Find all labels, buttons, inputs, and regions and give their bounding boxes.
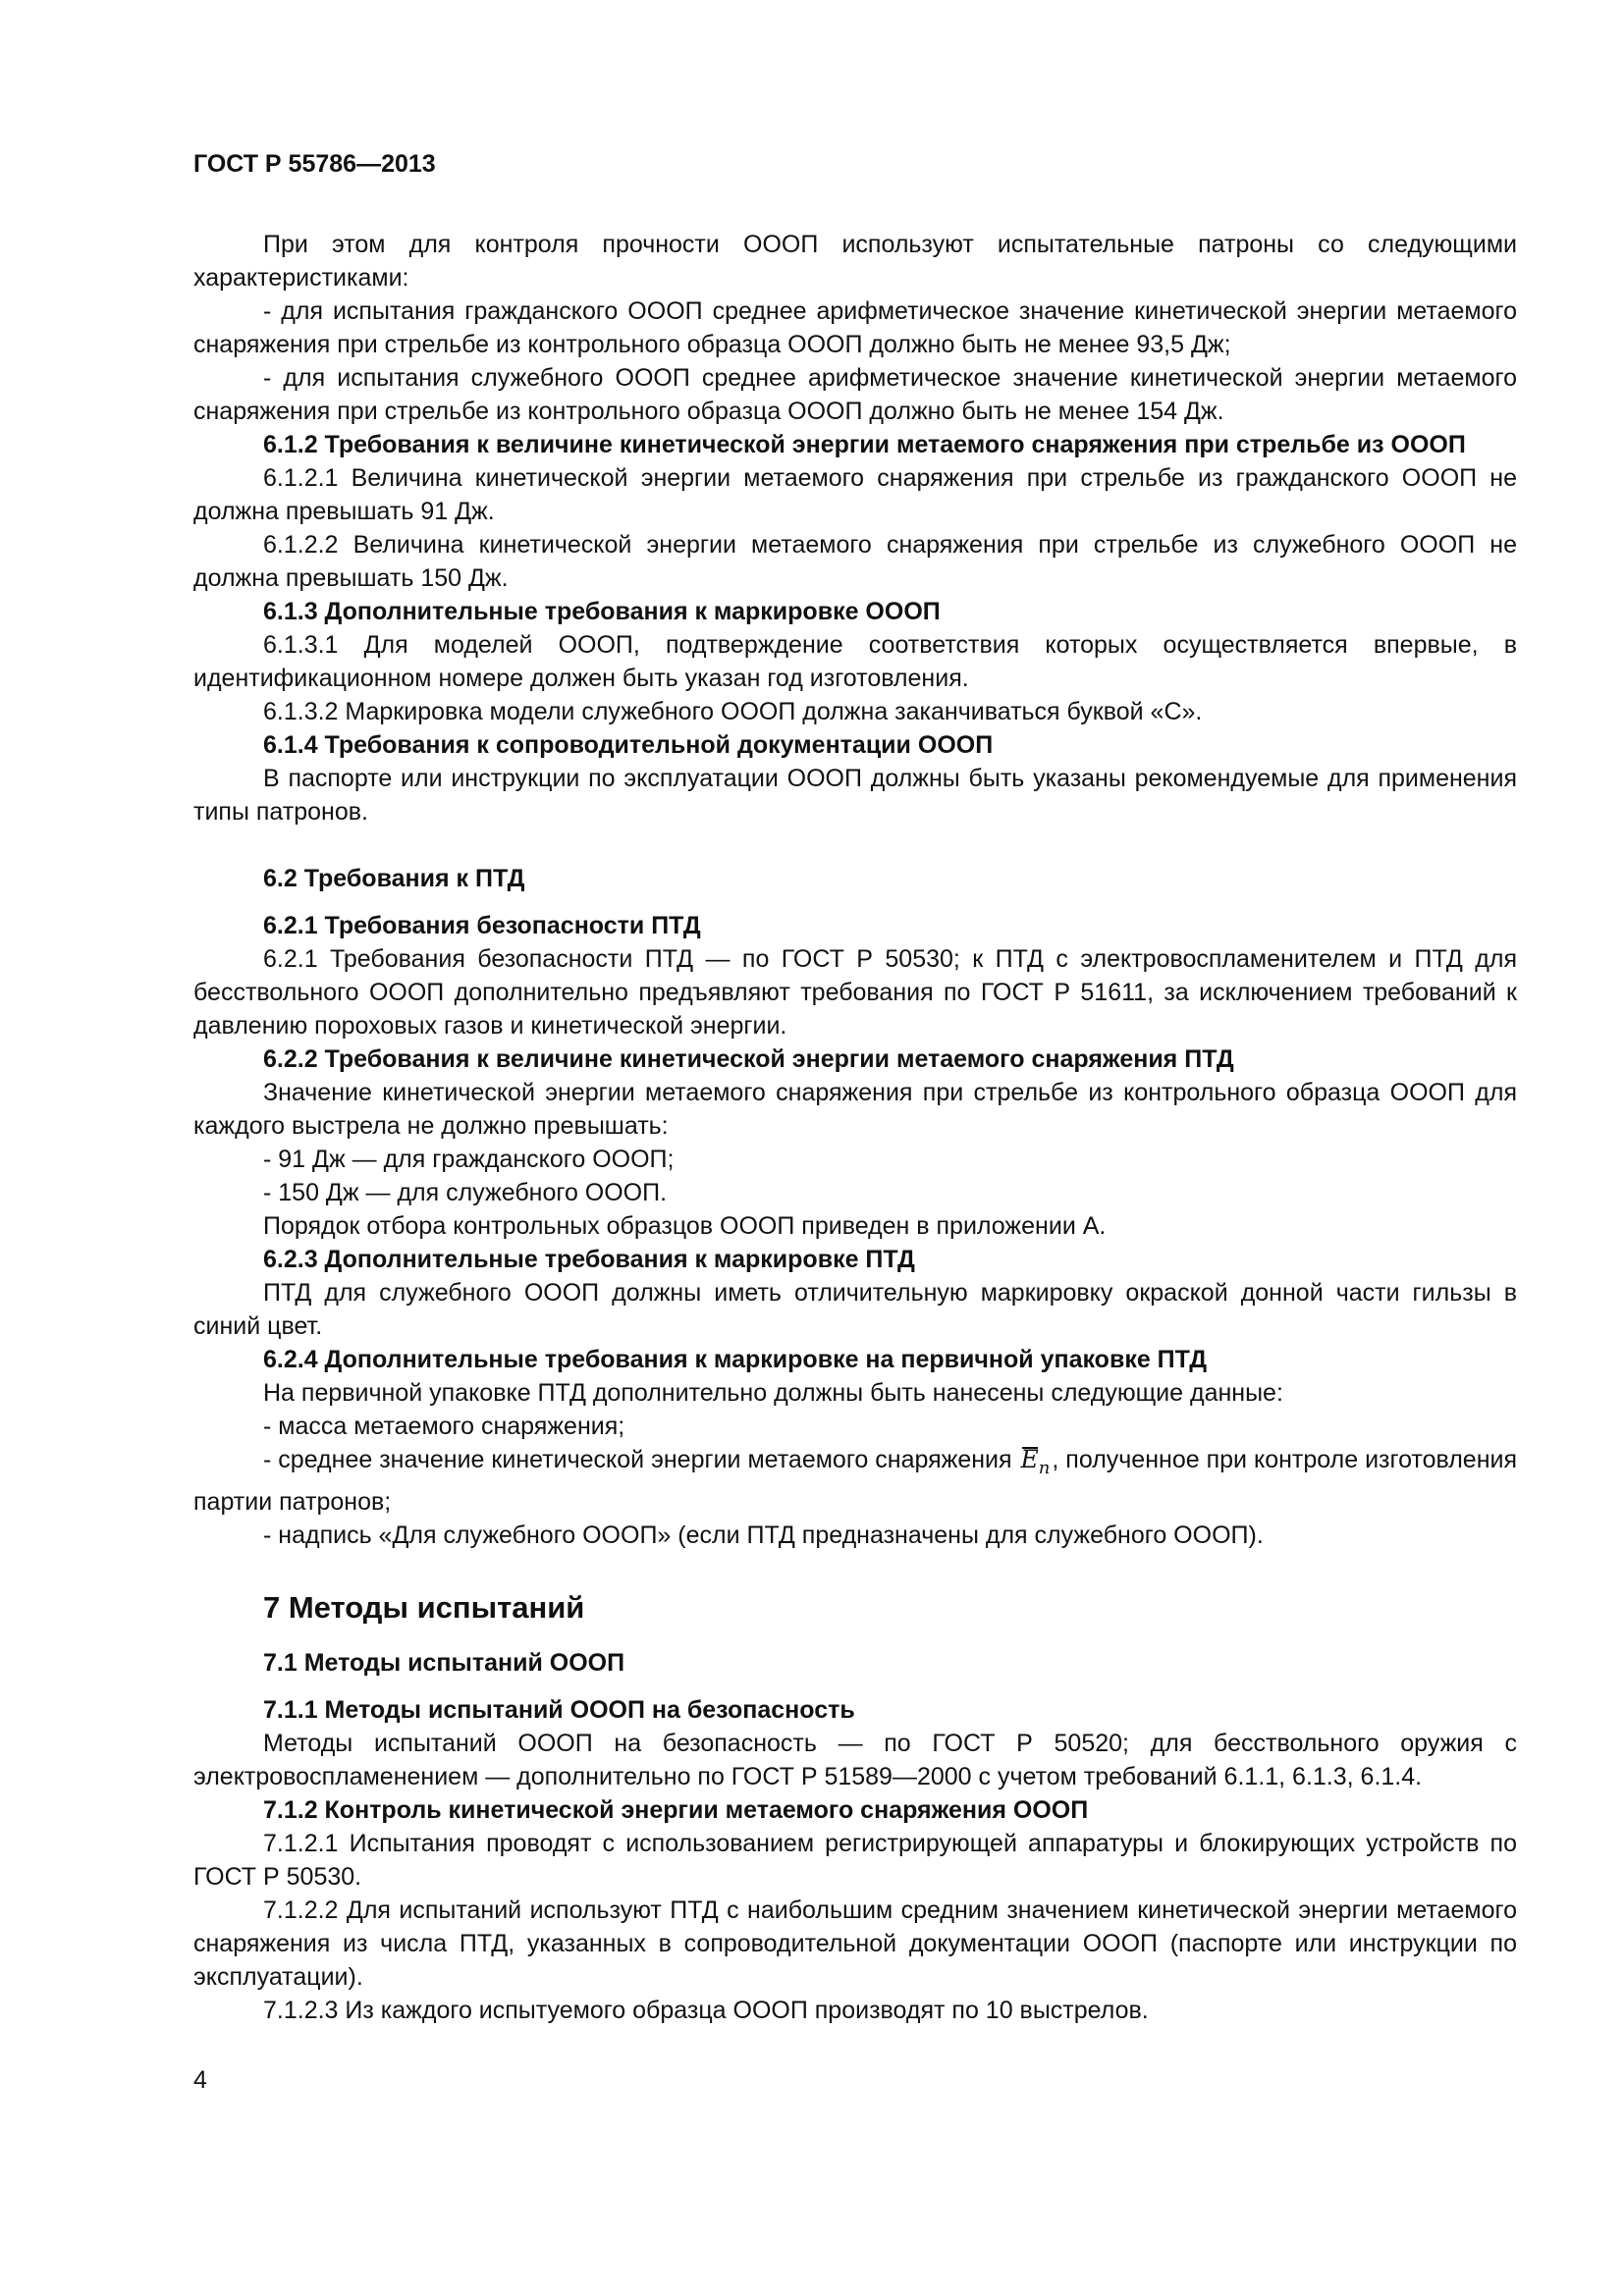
paragraph: 6.1.3.2 Маркировка модели служебного ОООП должна заканчиваться буквой «С».	[263, 698, 1203, 725]
symbol-subscript: n	[1038, 1458, 1051, 1478]
list-item-text: - среднее значение кинетической энергии метаемого снаряжения	[263, 1446, 1019, 1473]
paragraph: 6.1.2.1 Величина кинетической энергии метаемого снаряжения при стрельбе из гражданского ОООП не должна превышать 91 Дж.	[193, 464, 1517, 525]
paragraph: 6.1.2.2 Величина кинетической энергии метаемого снаряжения при стрельбе из служебного ОООП не должна превышать 150 Дж.	[193, 531, 1517, 592]
paragraph: 7.1.2.3 Из каждого испытуемого образца ОООП производят по 10 выстрелов.	[263, 1997, 1149, 2024]
subsection-heading-7-1-2: 7.1.2 Контроль кинетической энергии метаемого снаряжения ОООП	[263, 1796, 1089, 1824]
subsection-heading-6-2-4: 6.2.4 Дополнительные требования к маркировке на первичной упаковке ПТД	[263, 1346, 1208, 1373]
subsection-heading-6-1-2: 6.1.2 Требования к величине кинетической энергии метаемого снаряжения при стрельбе из ОООП	[263, 431, 1466, 458]
list-item-text: , полученное при контроле изготовления партии патронов;	[193, 1446, 1518, 1516]
paragraph: 6.2.1 Требования безопасности ПТД — по ГОСТ Р 50530; к ПТД с электровоспламенителем и ПТД для бесствольного ОООП дополнительно предъявляют требования по ГОСТ Р 51611, за исключением требований к давлению пороховых газов и кинетической энергии.	[193, 945, 1517, 1040]
paragraph: ПТД для служебного ОООП должны иметь отличительную маркировку окраской донной части гильзы в синий цвет.	[193, 1279, 1517, 1340]
list-item: - надпись «Для служебного ОООП» (если ПТД предназначены для служебного ОООП).	[263, 1522, 1264, 1549]
symbol-letter: E	[1020, 1445, 1039, 1473]
paragraph: Методы испытаний ОООП на безопасность — по ГОСТ Р 50520; для бесствольного оружия с электровоспламенением — дополнительно по ГОСТ Р 51589—2000 с учетом требований 6.1.1, 6.1.3, 6.1.4.	[193, 1730, 1517, 1790]
paragraph: 7.1.2.2 Для испытаний используют ПТД с наибольшим средним значением кинетической энергии метаемого снаряжения из числа ПТД, указанных в сопроводительной документации ОООП (паспорте или инструкции по эксплуатации).	[193, 1896, 1517, 1991]
section-heading-7: 7 Методы испытаний	[263, 1590, 585, 1625]
document-code-header: ГОСТ Р 55786—2013	[193, 150, 436, 178]
paragraph: При этом для контроля прочности ОООП используют испытательные патроны со следующими характеристиками:	[193, 231, 1517, 292]
paragraph: Порядок отбора контрольных образцов ОООП приведен в приложении А.	[263, 1212, 1107, 1240]
subsection-heading-6-2-3: 6.2.3 Дополнительные требования к маркировке ПТД	[263, 1246, 915, 1273]
list-item-with-formula	[193, 1443, 1517, 1519]
list-item: - масса метаемого снаряжения;	[263, 1413, 625, 1440]
mean-energy-symbol	[1019, 1445, 1053, 1478]
subsection-heading-6-2-1: 6.2.1 Требования безопасности ПТД	[263, 912, 701, 939]
subsection-heading-6-1-4: 6.1.4 Требования к сопроводительной документации ОООП	[263, 731, 994, 759]
list-item: - 91 Дж — для гражданского ОООП;	[263, 1146, 675, 1173]
section-heading-6-2: 6.2 Требования к ПТД	[263, 865, 525, 892]
paragraph: Значение кинетической энергии метаемого снаряжения при стрельбе из контрольного образца ОООП для каждого выстрела не должно превышать:	[193, 1079, 1517, 1140]
paragraph: 6.1.3.1 Для моделей ОООП, подтверждение соответствия которых осуществляется впервые, в идентификационном номере должен быть указан год изготовления.	[193, 631, 1517, 692]
list-item: - 150 Дж — для служебного ОООП.	[263, 1179, 668, 1206]
subsection-heading-6-2-2: 6.2.2 Требования к величине кинетической энергии метаемого снаряжения ПТД	[263, 1045, 1234, 1073]
subsection-heading-6-1-3: 6.1.3 Дополнительные требования к маркировке ОООП	[263, 598, 941, 625]
paragraph: 7.1.2.1 Испытания проводят с использованием регистрирующей аппаратуры и блокирующих устройств по ГОСТ Р 50530.	[193, 1830, 1517, 1891]
list-item: - для испытания служебного ОООП среднее арифметическое значение кинетической энергии метаемого снаряжения при стрельбе из контрольного образца ОООП должно быть не менее 154 Дж.	[193, 364, 1517, 425]
section-heading-7-1: 7.1 Методы испытаний ОООП	[263, 1649, 625, 1677]
list-item: - для испытания гражданского ОООП среднее арифметическое значение кинетической энергии метаемого снаряжения при стрельбе из контрольного образца ОООП должно быть не менее 93,5 Дж;	[193, 297, 1517, 358]
overline-bar	[1022, 1447, 1038, 1449]
paragraph: В паспорте или инструкции по эксплуатации ОООП должны быть указаны рекомендуемые для применения типы патронов.	[193, 765, 1517, 826]
paragraph: На первичной упаковке ПТД дополнительно должны быть нанесены следующие данные:	[263, 1379, 1283, 1407]
page-number: 4	[193, 2066, 207, 2094]
page-body	[193, 228, 1517, 2027]
subsection-heading-7-1-1: 7.1.1 Методы испытаний ОООП на безопасность	[263, 1696, 855, 1724]
